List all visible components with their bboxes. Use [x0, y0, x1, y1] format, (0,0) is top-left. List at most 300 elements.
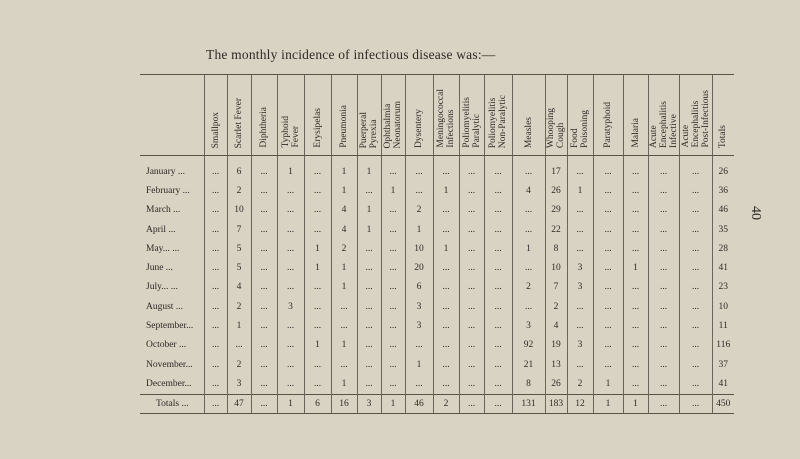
table-cell: ...	[277, 316, 304, 335]
row-label: January ...	[146, 166, 186, 177]
table-cell: 26	[545, 374, 567, 394]
table-cell: ...	[679, 220, 712, 239]
table-cell: 1	[512, 239, 545, 258]
table-cell: ...	[277, 239, 304, 258]
table-cell: ...	[593, 297, 623, 316]
table-cell: ...	[593, 239, 623, 258]
table-cell: ...	[512, 201, 545, 220]
table-cell: ...	[484, 220, 512, 239]
table-cell: 3	[512, 316, 545, 335]
table-cell: ...	[357, 336, 381, 355]
table-cell: ...	[357, 355, 381, 374]
table-cell: ...	[648, 316, 679, 335]
column-header-label: Measles	[523, 116, 534, 148]
column-header-label: Malaria	[630, 118, 641, 148]
header-corner	[140, 75, 204, 156]
table-cell: ...	[567, 220, 593, 239]
table-cell: 2	[433, 394, 459, 413]
column-header-label: Meningococcal Infections	[436, 89, 456, 148]
column-header-label: Smallpox	[210, 111, 221, 148]
table-cell: ...	[277, 374, 304, 394]
table-cell: ...	[593, 156, 623, 182]
table-cell: 10	[227, 201, 251, 220]
table-cell: 3	[277, 297, 304, 316]
column-header-label: Erysipelas	[312, 108, 323, 148]
table-cell: ...	[381, 374, 405, 394]
table-row	[140, 156, 734, 182]
column-header-paratyphoid	[593, 75, 623, 156]
table-row	[140, 316, 734, 335]
table-cell: ...	[251, 316, 277, 335]
table-cell: 37	[712, 355, 734, 374]
table-cell: ...	[277, 181, 304, 200]
table-cell: ...	[648, 258, 679, 277]
table-cell: ...	[648, 394, 679, 413]
table-cell: ...	[593, 355, 623, 374]
column-header-label: Food Poisoning	[570, 109, 590, 148]
table-cell: ...	[648, 156, 679, 182]
table-cell: ...	[623, 220, 648, 239]
table-cell: 10	[712, 297, 734, 316]
table-cell: ...	[204, 278, 227, 297]
row-label: August ...	[146, 301, 183, 312]
table-cell: ...	[593, 201, 623, 220]
table-cell: ...	[623, 374, 648, 394]
table-cell: 28	[712, 239, 734, 258]
table-cell: ...	[459, 316, 484, 335]
table-cell: 3	[405, 297, 433, 316]
table-cell: 1	[433, 181, 459, 200]
table-cell: 4	[331, 201, 357, 220]
table-cell: 41	[712, 374, 734, 394]
table-cell: ...	[484, 181, 512, 200]
table-cell: 450	[712, 394, 734, 413]
table-cell: ...	[277, 201, 304, 220]
table-cell: ...	[648, 239, 679, 258]
table-cell: ...	[204, 220, 227, 239]
table-cell: ...	[484, 156, 512, 182]
table-cell: 29	[545, 201, 567, 220]
table-cell: ...	[623, 278, 648, 297]
table-cell: ...	[433, 336, 459, 355]
column-header-scarlet-fever	[227, 75, 251, 156]
table-cell: ...	[381, 220, 405, 239]
table-cell: ...	[251, 355, 277, 374]
table-cell: 1	[304, 336, 331, 355]
table-cell: ...	[459, 181, 484, 200]
table-cell: 1	[567, 181, 593, 200]
table-row	[140, 278, 734, 297]
table-cell: ...	[357, 239, 381, 258]
table-cell: 1	[357, 156, 381, 182]
table-cell: ...	[251, 156, 277, 182]
table-row	[140, 297, 734, 316]
column-header-poliomyelitis-non-paralytic	[484, 75, 512, 156]
table-cell: 131	[512, 394, 545, 413]
column-header-poliomyelitis-paralytic	[459, 75, 484, 156]
column-header-label: Acute Encephalitis Infective	[648, 101, 679, 148]
table-cell: ...	[623, 297, 648, 316]
table-cell: ...	[679, 374, 712, 394]
table-cell: ...	[304, 220, 331, 239]
header-row	[140, 75, 734, 156]
table-cell: 2	[405, 201, 433, 220]
table-cell: ...	[623, 201, 648, 220]
table-cell: ...	[204, 181, 227, 200]
table-cell: 46	[712, 201, 734, 220]
table-cell: 3	[357, 394, 381, 413]
table-cell: ...	[251, 220, 277, 239]
column-header-meningococcal-infections	[433, 75, 459, 156]
table-cell: ...	[459, 156, 484, 182]
table-cell: ...	[484, 258, 512, 277]
table-cell: ...	[484, 239, 512, 258]
table-cell: ...	[381, 201, 405, 220]
table-cell: ...	[251, 181, 277, 200]
table-cell: 6	[304, 394, 331, 413]
table-cell: ...	[679, 258, 712, 277]
table-cell: ...	[623, 156, 648, 182]
table-cell: ...	[648, 297, 679, 316]
table-cell: 21	[512, 355, 545, 374]
column-header-diphtheria	[251, 75, 277, 156]
table-cell: 5	[227, 258, 251, 277]
column-header-label: Pneumonia	[339, 105, 349, 148]
table-cell: 1	[357, 201, 381, 220]
table-cell: ...	[251, 336, 277, 355]
table-cell: ...	[433, 374, 459, 394]
table-cell: ...	[623, 316, 648, 335]
table-cell: ...	[381, 278, 405, 297]
table-cell: ...	[251, 201, 277, 220]
table-cell: 116	[712, 336, 734, 355]
table-cell: 6	[405, 278, 433, 297]
table-cell: ...	[648, 374, 679, 394]
table-cell: 7	[545, 278, 567, 297]
row-label: July... ...	[146, 282, 178, 293]
table-cell: ...	[484, 374, 512, 394]
table-cell: ...	[381, 297, 405, 316]
table-cell: ...	[567, 355, 593, 374]
table-cell: ...	[277, 355, 304, 374]
table-cell: ...	[304, 201, 331, 220]
table-cell: ...	[484, 316, 512, 335]
table-cell: ...	[251, 278, 277, 297]
table-cell: ...	[204, 355, 227, 374]
table-cell: 19	[545, 336, 567, 355]
table-cell: ...	[381, 258, 405, 277]
row-label: November...	[146, 359, 193, 370]
table-cell: 1	[331, 156, 357, 182]
table-cell: ...	[567, 316, 593, 335]
table-cell: ...	[204, 336, 227, 355]
table-cell: ...	[593, 336, 623, 355]
table-cell: ...	[623, 181, 648, 200]
row-label: October ...	[146, 340, 187, 351]
table-cell: ...	[484, 278, 512, 297]
table-cell: 7	[227, 220, 251, 239]
table-cell: 6	[227, 156, 251, 182]
column-header-pneumonia	[331, 75, 357, 156]
table-cell: ...	[357, 181, 381, 200]
column-header-ophthalmia-neonatorum	[381, 75, 405, 156]
table-cell: 2	[227, 297, 251, 316]
table-cell: 3	[567, 336, 593, 355]
infectious-disease-table	[140, 74, 734, 414]
table-cell: ...	[484, 355, 512, 374]
table-cell: ...	[381, 355, 405, 374]
table-cell: 1	[331, 258, 357, 277]
table-cell: 183	[545, 394, 567, 413]
table-row	[140, 220, 734, 239]
table-cell: ...	[593, 316, 623, 335]
table-cell: ...	[251, 394, 277, 413]
table-cell: ...	[251, 374, 277, 394]
table-cell: ...	[433, 201, 459, 220]
column-header-label: Puerperal Pyrexia	[359, 111, 379, 148]
table-cell: 22	[545, 220, 567, 239]
row-label: Totals ...	[140, 394, 204, 413]
row-label: December...	[146, 378, 192, 389]
table-cell: ...	[679, 278, 712, 297]
table-cell: 3	[227, 374, 251, 394]
table-cell: ...	[304, 297, 331, 316]
table-cell: ...	[357, 278, 381, 297]
table-cell: ...	[593, 181, 623, 200]
table-cell: 10	[405, 239, 433, 258]
table-cell: ...	[304, 278, 331, 297]
table-cell: 1	[331, 374, 357, 394]
table-cell: ...	[405, 374, 433, 394]
table-cell: ...	[459, 220, 484, 239]
table-cell: ...	[459, 355, 484, 374]
table-row	[140, 201, 734, 220]
table-cell: ...	[679, 201, 712, 220]
column-header-label: Typhoid Fever	[280, 116, 301, 148]
table-cell: 1	[331, 181, 357, 200]
totals-row	[140, 394, 734, 413]
table-cell: ...	[433, 297, 459, 316]
table-cell: ...	[679, 297, 712, 316]
table-cell: 1	[593, 374, 623, 394]
column-header-measles	[512, 75, 545, 156]
table-cell: ...	[459, 278, 484, 297]
column-header-label: Paratyphoid	[603, 102, 613, 148]
table-cell: 1	[331, 278, 357, 297]
table-cell: ...	[459, 239, 484, 258]
table-cell: ...	[304, 316, 331, 335]
row-label: April ...	[146, 224, 176, 235]
table-cell: 11	[712, 316, 734, 335]
table-cell: 4	[545, 316, 567, 335]
table-cell: ...	[204, 258, 227, 277]
table-cell: 46	[405, 394, 433, 413]
column-header-label: Dysentery	[414, 108, 424, 148]
table-cell: ...	[277, 220, 304, 239]
table-cell: ...	[459, 374, 484, 394]
table-cell: ...	[204, 156, 227, 182]
column-header-label: Ophthalmia Neonatorum	[383, 100, 403, 148]
table-row	[140, 336, 734, 355]
table-cell: ...	[484, 297, 512, 316]
table-cell: ...	[648, 278, 679, 297]
table-cell: ...	[204, 239, 227, 258]
table-cell: 2	[567, 374, 593, 394]
table-cell: ...	[331, 297, 357, 316]
table-cell: ...	[679, 355, 712, 374]
table-cell: ...	[484, 201, 512, 220]
table-cell: 8	[512, 374, 545, 394]
table-cell: 5	[227, 239, 251, 258]
table-cell: ...	[433, 220, 459, 239]
table-cell: ...	[512, 220, 545, 239]
table-cell: 4	[512, 181, 545, 200]
table-cell: ...	[679, 394, 712, 413]
column-header-label: Poliomyelitis Non-Paralytic	[488, 94, 508, 148]
table-cell: ...	[648, 355, 679, 374]
table-cell: ...	[433, 278, 459, 297]
table-cell: ...	[204, 394, 227, 413]
table-cell: ...	[512, 297, 545, 316]
table-cell: ...	[405, 336, 433, 355]
table-cell: 2	[227, 181, 251, 200]
table-cell: ...	[593, 220, 623, 239]
table-cell: ...	[277, 336, 304, 355]
table-cell: ...	[251, 258, 277, 277]
table-cell: ...	[357, 258, 381, 277]
column-header-typhoid-fever	[277, 75, 304, 156]
table-cell: ...	[331, 316, 357, 335]
row-label: September...	[146, 321, 194, 332]
table-cell: ...	[357, 297, 381, 316]
table-cell: ...	[648, 336, 679, 355]
table-cell: ...	[623, 239, 648, 258]
table-cell: 1	[304, 258, 331, 277]
row-label: March ...	[146, 205, 181, 216]
table-cell: 36	[712, 181, 734, 200]
table-cell: ...	[204, 316, 227, 335]
table-cell: 1	[405, 220, 433, 239]
table-cell: ...	[593, 278, 623, 297]
table-row	[140, 239, 734, 258]
column-header-smallpox	[204, 75, 227, 156]
table-cell: 1	[433, 239, 459, 258]
table-cell: ...	[277, 278, 304, 297]
table-cell: ...	[433, 316, 459, 335]
table-cell: 16	[331, 394, 357, 413]
table-cell: ...	[512, 156, 545, 182]
table-cell: 23	[712, 278, 734, 297]
table-cell: 47	[227, 394, 251, 413]
table-cell: 92	[512, 336, 545, 355]
table-cell: ...	[567, 297, 593, 316]
row-label: June ...	[146, 263, 173, 274]
table-cell: ...	[623, 336, 648, 355]
table-cell: 1	[381, 181, 405, 200]
table-cell: ...	[484, 336, 512, 355]
table-cell: 1	[331, 336, 357, 355]
table-cell: ...	[459, 394, 484, 413]
table-cell: ...	[251, 297, 277, 316]
table-cell: 1	[593, 394, 623, 413]
table-cell: 1	[623, 258, 648, 277]
table-cell: 17	[545, 156, 567, 182]
table-cell: ...	[405, 181, 433, 200]
table-cell: 2	[512, 278, 545, 297]
table-row	[140, 355, 734, 374]
table-cell: ...	[512, 258, 545, 277]
column-header-label: Diphtheria	[259, 107, 269, 148]
column-header-label: Scarlet Fever	[234, 97, 244, 148]
table-cell: 20	[405, 258, 433, 277]
table-cell: ...	[381, 316, 405, 335]
table-cell: ...	[648, 181, 679, 200]
table-cell: 26	[712, 156, 734, 182]
column-header-label: Poliomyelitis Paralytic	[461, 97, 482, 148]
table-title: The monthly incidence of infectious disease was:—	[206, 47, 496, 62]
table-cell: ...	[459, 258, 484, 277]
column-header-acute-encephalitis-post-infectious	[679, 75, 712, 156]
table-cell: 1	[304, 239, 331, 258]
table-cell: ...	[623, 355, 648, 374]
column-header-label: Totals	[718, 124, 729, 148]
table-cell: ...	[357, 316, 381, 335]
table-cell: ...	[679, 336, 712, 355]
row-label: May... ...	[146, 243, 180, 254]
table-cell: 41	[712, 258, 734, 277]
column-header-erysipelas	[304, 75, 331, 156]
column-header-food-poisoning	[567, 75, 593, 156]
table-cell: ...	[405, 156, 433, 182]
column-header-acute-encephalitis-infective	[648, 75, 679, 156]
table-cell: ...	[567, 156, 593, 182]
table-cell: ...	[277, 258, 304, 277]
table-cell: ...	[648, 220, 679, 239]
table-cell: 2	[545, 297, 567, 316]
page-number: 40	[748, 206, 763, 220]
column-header-label: Whooping Cough	[546, 107, 566, 148]
table-cell: ...	[433, 355, 459, 374]
table-cell: ...	[304, 374, 331, 394]
table-cell: ...	[381, 156, 405, 182]
table-cell: ...	[593, 258, 623, 277]
table-cell: 1	[405, 355, 433, 374]
table-cell: 1	[623, 394, 648, 413]
table-cell: ...	[227, 336, 251, 355]
table-cell: ...	[679, 316, 712, 335]
table-cell: 1	[227, 316, 251, 335]
table-cell: 4	[331, 220, 357, 239]
table-cell: ...	[204, 374, 227, 394]
column-header-malaria	[623, 75, 648, 156]
table-cell: ...	[484, 394, 512, 413]
table-row	[140, 258, 734, 277]
table-cell: 1	[277, 156, 304, 182]
column-header-label: Acute Encephalitis Post-Infectious	[680, 90, 711, 148]
table-row	[140, 374, 734, 394]
table-cell: ...	[381, 336, 405, 355]
column-header-dysentery	[405, 75, 433, 156]
table-cell: 2	[227, 355, 251, 374]
table-cell: 1	[277, 394, 304, 413]
table-cell: 3	[567, 278, 593, 297]
table-cell: 2	[331, 239, 357, 258]
row-label: February ...	[146, 185, 190, 196]
table-cell: 4	[227, 278, 251, 297]
table-cell: ...	[679, 181, 712, 200]
table-cell: ...	[304, 181, 331, 200]
table-cell: 35	[712, 220, 734, 239]
